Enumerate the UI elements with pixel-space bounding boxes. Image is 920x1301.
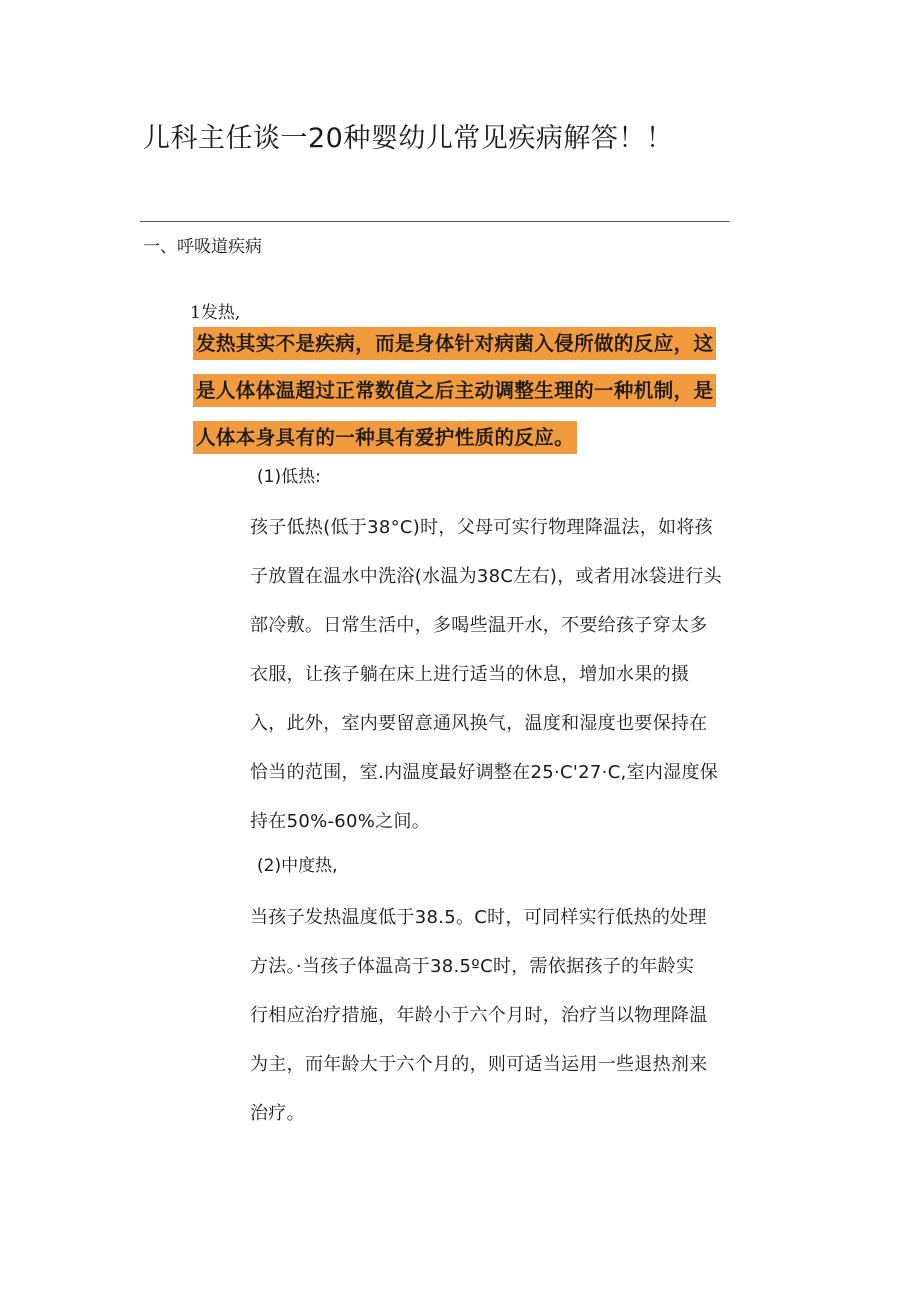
highlight-line: 是人体体温超过正常数值之后主动调整生理的一种机制，是 xyxy=(193,369,733,413)
highlight-line: 人体本身具有的一种具有爱护性质的反应。 xyxy=(193,416,733,460)
paragraph-line: 部冷敷。日常生活中，多喝些温开水，不要给孩子穿太多 xyxy=(250,615,708,636)
paragraph-low-fever xyxy=(250,508,740,851)
paragraph-line: 入，此外，室内要留意通风换气，温度和湿度也要保持在 xyxy=(250,713,708,734)
highlight-line: 发热其实不是疾病，而是身体针对病菌入侵所做的反应，这 xyxy=(193,322,733,366)
paragraph-line: 为主，而年龄大于六个月的，则可适当运用一些退热剂来 xyxy=(250,1054,708,1075)
document-title: 儿科主任谈一20种婴幼儿常见疾病解答！！ xyxy=(143,123,674,154)
paragraph-line: 衣服，让孩子躺在床上进行适当的休息，增加水果的摄 xyxy=(250,664,690,685)
title-divider xyxy=(140,221,730,222)
paragraph-line: 子放置在温水中洗浴(水温为38C左右)，或者用冰袋进行头 xyxy=(250,566,722,587)
subheading-moderate-fever: (2)中度热, xyxy=(257,856,338,876)
paragraph-line: 治疗。 xyxy=(250,1103,305,1124)
paragraph-line: 孩子低热(低于38°C)时，父母可实行物理降温法，如将孩 xyxy=(250,517,713,538)
item-heading-fever: 1发热, xyxy=(190,303,241,323)
paragraph-line: 方法。·当孩子体温高于38.5ºC时，需依据孩子的年龄实 xyxy=(250,956,695,977)
section-heading: 一、呼吸道疾病 xyxy=(143,237,262,257)
paragraph-line: 恰当的范围，室.内温度最好调整在25·C'27·C,室内湿度保 xyxy=(250,762,719,783)
highlighted-definition xyxy=(193,322,733,463)
paragraph-line: 当孩子发热温度低于38.5。C时，可同样实行低热的处理 xyxy=(250,907,707,928)
paragraph-line: 行相应治疗措施，年龄小于六个月时，治疗当以物理降温 xyxy=(250,1005,708,1026)
paragraph-moderate-fever xyxy=(250,898,740,1143)
subheading-low-fever: (1)低热: xyxy=(257,467,321,487)
paragraph-line: 持在50%-60%之间。 xyxy=(250,811,431,832)
